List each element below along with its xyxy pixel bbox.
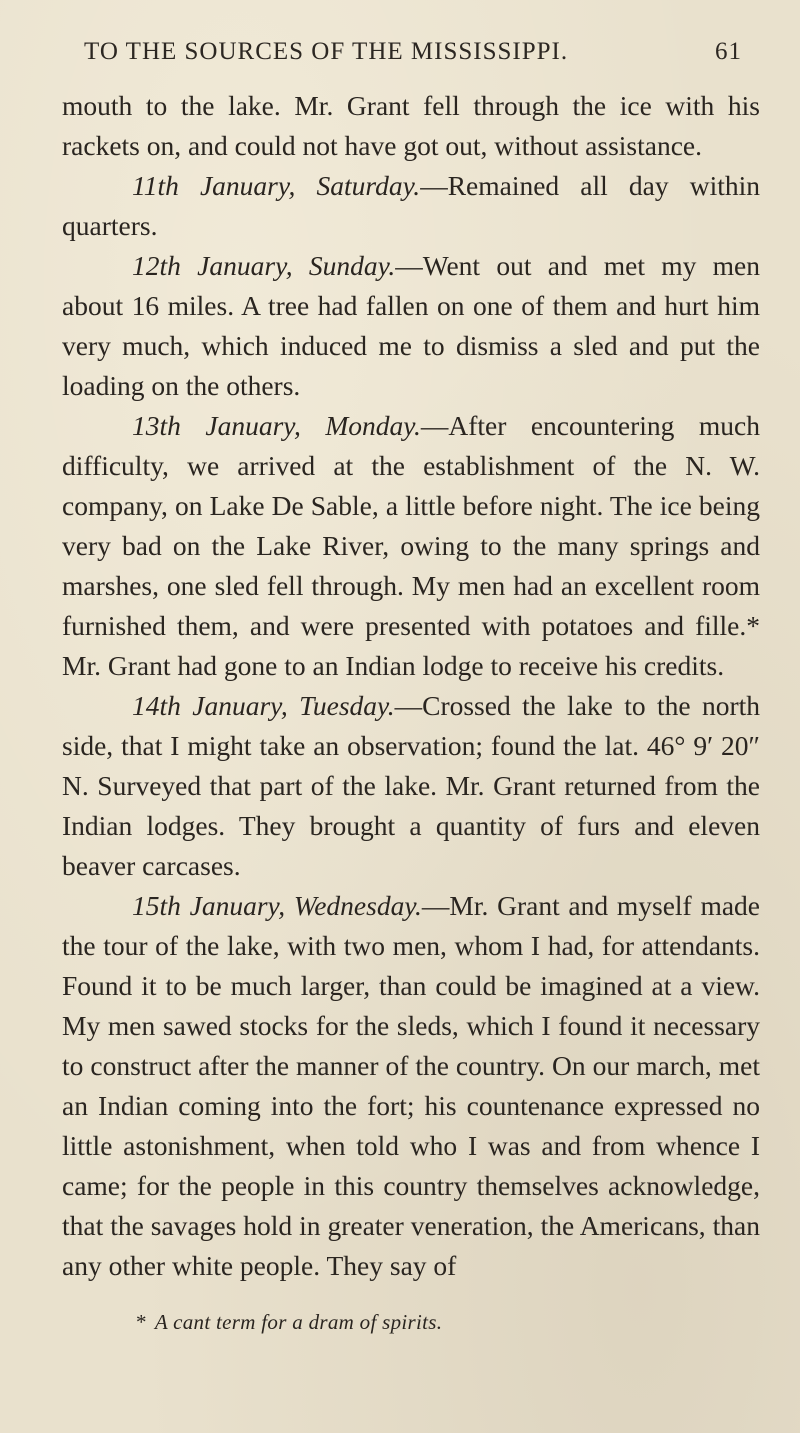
entry-text: —Went out and met my men about 16 miles. A tree had fallen on one of them and hurt him very much, which induced me to dismiss a sled and put the loading on the others. <box>62 250 760 401</box>
entry-date: 15th January, Wednesday. <box>132 890 422 921</box>
page-header <box>62 16 760 72</box>
body-text <box>62 86 760 1286</box>
diary-entry <box>62 406 760 686</box>
entry-text: —After encountering much difficulty, we arrived at the establishment of the N. W. company, on Lake De Sable, a little before night. The ice being very bad on the Lake River, owing to the many springs and marshes, one sled fell through. My men had an excellent room furnished them, and were presented with potatoes and fille.* Mr. Grant had gone to an Indian lodge to receive his credits. <box>62 410 760 681</box>
footnote-text: A cant term for a dram of spirits. <box>154 1310 443 1334</box>
entry-date: 14th January, Tuesday. <box>132 690 395 721</box>
footnote <box>136 1310 442 1335</box>
entry-text: —Mr. Grant and myself made the tour of the lake, with two men, whom I had, for attendants. Found it to be much larger, than could be imagined at a view. My men sawed stocks for the sleds, which I found it necessary to construct after the manner of the country. On our march, met an Indian coming into the fort; his countenance expressed no little astonishment, when told who I was and from whence I came; for the people in this country themselves acknowledge, that the savages hold in greater veneration, the Americans, than any other white people. They say of <box>62 890 761 1281</box>
paragraph-continuation <box>62 86 760 166</box>
page-number: 61 <box>715 38 742 65</box>
paragraph-text: mouth to the lake. Mr. Grant fell through the ice with his rackets on, and could not have got out, without assistance. <box>62 90 760 161</box>
diary-entry <box>62 166 760 246</box>
diary-entry <box>62 686 760 886</box>
entry-text: —Remained all day within quarters. <box>62 170 760 241</box>
running-head: TO THE SOURCES OF THE MISSISSIPPI. <box>84 38 569 65</box>
entry-text: —Crossed the lake to the north side, that I might take an observation; found the lat. 46° 9′ 20″ N. Surveyed that part of the lake. Mr. Grant returned from the Indian lodges. They brought a quantity of furs and eleven beaver carcases. <box>62 690 760 881</box>
entry-date: 13th January, Monday. <box>132 410 421 441</box>
entry-date: 12th January, Sunday. <box>132 250 396 281</box>
diary-entry <box>62 246 760 406</box>
entry-date: 11th January, Saturday. <box>132 170 421 201</box>
footnote-mark: * <box>136 1310 147 1334</box>
diary-entry <box>62 886 760 1286</box>
